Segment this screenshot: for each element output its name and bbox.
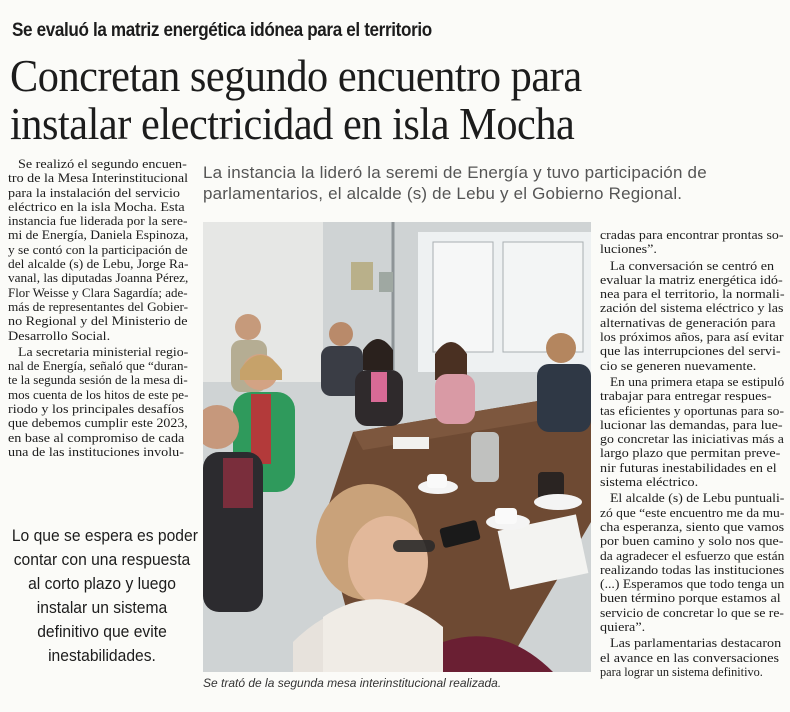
body-line: La conversación se centró en	[610, 258, 775, 273]
photo-caption: Se trató de la segunda mesa interinstitucional realizada.	[203, 676, 502, 690]
body-line: mos cuenta de los hitos de este pe-	[8, 387, 189, 402]
body-line: lucionar las demandas, para lue-	[600, 417, 783, 432]
body-line: Las parlamentarias destacaron	[610, 636, 782, 651]
body-line: tro de la Mesa Interinstitucional	[8, 171, 189, 186]
body-line: Flor Weisse y Clara Sagardía; ade-	[8, 285, 188, 300]
body-line: no Regional y del Ministerio de	[8, 314, 188, 329]
body-line: y se contó con la participación de	[8, 242, 188, 257]
deck-line-2: parlamentarios, el alcalde (s) de Lebu y el Gobierno Regional.	[203, 184, 683, 203]
body-line: da agradecer el esfuerzo que están	[600, 548, 785, 563]
body-line: largo plazo que permitan preve-	[600, 446, 781, 461]
headline-line-1: Concretan segundo encuentro para	[10, 50, 582, 101]
deck-line-1: La instancia la lideró la seremi de Energía y tuvo participación de	[203, 163, 707, 182]
body-line: para lograr un sistema definitivo.	[600, 664, 763, 679]
body-line: vanal, las diputadas Joanna Pérez,	[8, 271, 189, 286]
body-line: En una primera etapa se estipuló	[610, 374, 785, 389]
body-line: La secretaria ministerial regio-	[18, 344, 189, 359]
body-line: riodo y los principales desafíos	[8, 402, 184, 417]
body-line: los próximos años, para así evitar	[600, 330, 784, 345]
body-line: el avance en las conversaciones	[600, 650, 780, 665]
body-line: en base al compromiso de cada	[8, 430, 185, 445]
body-line: eléctrico en la isla Mocha. Esta	[8, 199, 185, 214]
body-line: zó que “este encuentro me da mu-	[600, 505, 785, 520]
pull-quote-line: Lo que se espera es poder	[11, 526, 198, 545]
deck	[203, 162, 783, 204]
body-line: El alcalde (s) de Lebu puntuali-	[610, 491, 785, 506]
body-line: zación del sistema eléctrico y las	[600, 301, 784, 316]
body-line: una de las instituciones involu-	[8, 444, 184, 459]
body-line: buen término porque estamos al	[600, 591, 781, 606]
pull-quote-line: instalar un sistema	[36, 598, 168, 617]
body-line: mi de Energía, Daniela Espinoza,	[8, 228, 189, 243]
pull-quote-line: al corto plazo y luego	[28, 574, 176, 593]
body-line: del alcalde (s) de Lebu, Jorge Ra-	[8, 257, 189, 272]
body-line: por buen camino y solo nos que-	[600, 534, 784, 549]
body-line: Se realizó el segundo encuen-	[18, 157, 187, 171]
pull-quote-line: inestabilidades.	[48, 646, 156, 665]
body-line: (...) Esperamos que todo tenga un	[600, 577, 785, 592]
body-line: que las interrupciones del servi-	[600, 344, 781, 359]
body-line: quiera”.	[600, 620, 646, 635]
body-line: sistema eléctrico.	[600, 475, 699, 490]
kicker: Se evaluó la matriz energética idónea para el territorio	[12, 20, 432, 41]
body-line: tas eficientes y oportunas para so-	[600, 403, 784, 418]
body-line: instancia fue liderada por la sere-	[8, 214, 188, 229]
body-line: que debemos cumplir este 2023,	[8, 416, 188, 431]
body-line: luciones”.	[600, 242, 657, 257]
body-line: nal de Energía, señaló que “duran-	[8, 359, 188, 374]
body-line: cio se generen nuevamente.	[600, 358, 757, 373]
headline-line-2: instalar electricidad en isla Mocha	[10, 98, 575, 149]
body-column-left	[8, 157, 188, 459]
body-line: evaluar la matriz energética idó-	[600, 272, 783, 287]
body-line: para la instalación del servicio	[8, 185, 180, 200]
headline	[10, 52, 582, 148]
body-line: más de representantes del Gobier-	[8, 299, 189, 314]
meeting-photo	[203, 222, 591, 672]
body-line: cha esperanza, siento que vamos	[600, 519, 785, 534]
pull-quote	[11, 524, 198, 668]
body-column-right	[600, 228, 784, 679]
pull-quote-line: contar con una respuesta	[13, 550, 191, 569]
body-line: realizando todas las instituciones	[600, 562, 785, 577]
body-line: nea para el territorio, la normali-	[600, 287, 785, 302]
body-line: go concretar las iniciativas más a	[600, 432, 784, 447]
body-line: servicio de concretar lo que se re-	[600, 605, 784, 620]
body-line: cradas para encontrar prontas so-	[600, 228, 784, 242]
pull-quote-line: definitivo que evite	[37, 622, 167, 641]
body-line: alternativas de generación para	[600, 315, 776, 330]
body-line: Desarrollo Social.	[8, 328, 111, 343]
body-line: te la segunda sesión de la mesa di-	[8, 373, 188, 388]
body-line: trabajar para entregar respues-	[600, 389, 772, 404]
body-line: nir futuras inestabilidades en el	[600, 460, 777, 475]
